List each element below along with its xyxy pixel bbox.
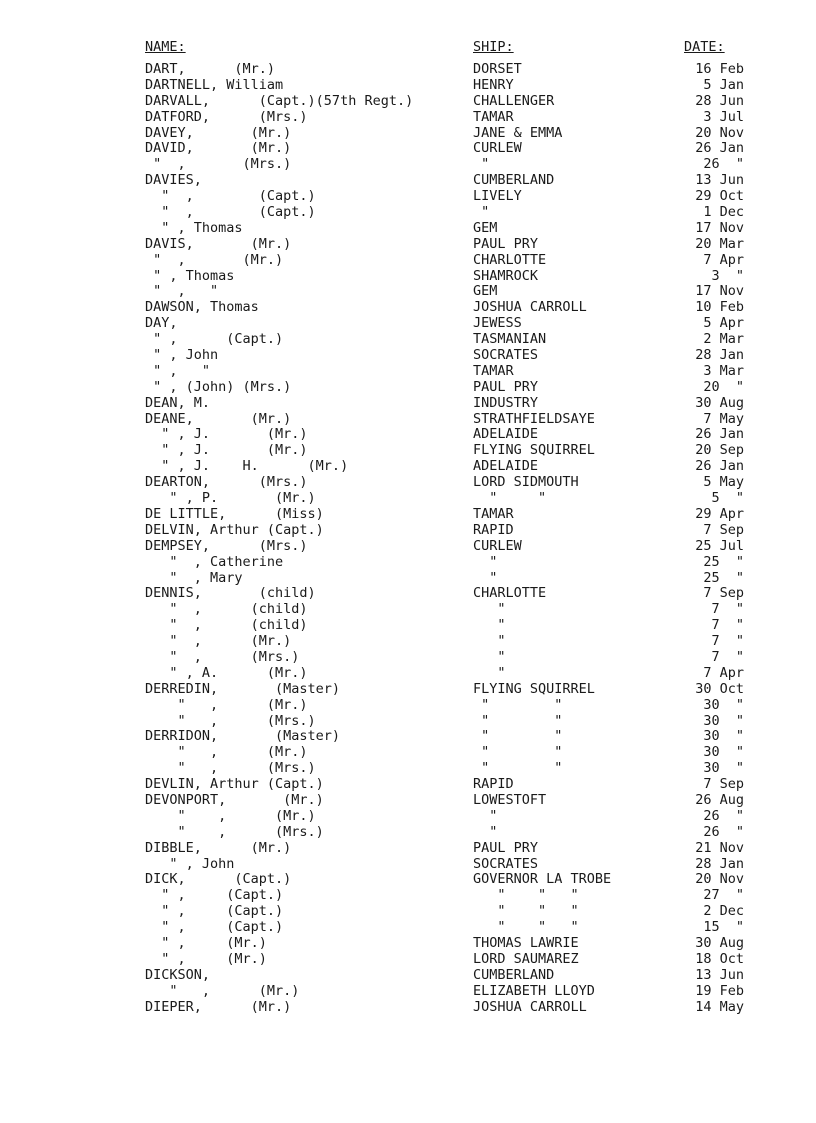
list-item (0, 523, 816, 539)
ship-name: " (473, 156, 490, 173)
ship-name: CURLEW (473, 537, 522, 554)
arrival-date: 26 " (703, 156, 744, 173)
ship-name: ELIZABETH LLOYD (473, 982, 595, 999)
list-item (0, 539, 816, 555)
passenger-name: " , (Capt.) (145, 188, 316, 205)
arrival-date: 25 " (703, 553, 744, 570)
passenger-name: DAY, (145, 315, 178, 332)
ship-name: HENRY (473, 76, 514, 93)
date-column-header: DATE: (684, 39, 725, 55)
passenger-name: " , (Capt.) (145, 887, 284, 904)
list-item (0, 78, 816, 94)
list-item (0, 936, 816, 952)
list-item (0, 491, 816, 507)
arrival-date: 7 " (711, 617, 744, 634)
ship-name: PAUL PRY (473, 378, 539, 395)
passenger-name: DEMPSEY, (Mrs.) (145, 537, 308, 554)
arrival-date: 28 Jun (695, 92, 744, 109)
arrival-date: 29 Oct (695, 188, 744, 205)
arrival-date: 26 Jan (695, 426, 744, 443)
list-item (0, 841, 816, 857)
ship-name: " (473, 664, 506, 681)
arrival-date: 7 Sep (703, 585, 744, 602)
list-item (0, 618, 816, 634)
list-item (0, 300, 816, 316)
passenger-name: " , (Mr.) (145, 950, 267, 967)
list-item (0, 126, 816, 142)
list-item (0, 602, 816, 618)
arrival-date: 20 Mar (695, 235, 744, 252)
passenger-name: " , (Mrs.) (145, 712, 316, 729)
arrival-date: 30 " (703, 744, 744, 761)
passenger-name: DIEPER, (Mr.) (145, 998, 292, 1015)
arrival-date: 30 Oct (695, 680, 744, 697)
passenger-name: " , J. (Mr.) (145, 442, 308, 459)
list-item (0, 173, 816, 189)
list-item (0, 459, 816, 475)
list-item (0, 205, 816, 221)
list-item (0, 729, 816, 745)
ship-name: " " (473, 712, 563, 729)
arrival-date: 2 Dec (703, 903, 744, 920)
list-item (0, 221, 816, 237)
arrival-date: 5 " (711, 490, 744, 507)
ship-name: TASMANIAN (473, 331, 547, 348)
ship-name: RAPID (473, 521, 514, 538)
list-item (0, 269, 816, 285)
ship-name: " " (473, 490, 547, 507)
passenger-name: " , P. (Mr.) (145, 490, 316, 507)
ship-name: " " " (473, 887, 579, 904)
list-item (0, 968, 816, 984)
arrival-date: 13 Jun (695, 172, 744, 189)
list-item (0, 364, 816, 380)
list-item (0, 714, 816, 730)
passenger-name: " , (Mr.) (145, 934, 267, 951)
passenger-name: DEVLIN, Arthur (Capt.) (145, 776, 324, 793)
arrival-date: 10 Feb (695, 299, 744, 316)
arrival-date: 5 Jan (703, 76, 744, 93)
arrival-date: 5 Apr (703, 315, 744, 332)
ship-name: " " " (473, 919, 579, 936)
ship-name: " " (473, 744, 563, 761)
passenger-name: " , (Capt.) (145, 903, 284, 920)
arrival-date: 3 Jul (703, 108, 744, 125)
ship-name: GEM (473, 219, 498, 236)
list-item (0, 332, 816, 348)
list-item (0, 412, 816, 428)
passenger-name: " , (Mr.) (145, 633, 292, 650)
ship-name: " (473, 617, 506, 634)
arrival-date: 17 Nov (695, 283, 744, 300)
arrival-date: 30 " (703, 712, 744, 729)
arrival-date: 7 " (711, 601, 744, 618)
ship-name: CUMBERLAND (473, 172, 555, 189)
ship-name: TAMAR (473, 108, 514, 125)
passenger-name: " , John (145, 347, 219, 364)
column-header-row (0, 38, 816, 56)
passenger-name: " , (Mrs.) (145, 156, 292, 173)
arrival-date: 28 Jan (695, 855, 744, 872)
ship-name: TAMAR (473, 362, 514, 379)
ship-name: LIVELY (473, 188, 522, 205)
passenger-name: DERRIDON, (Master) (145, 728, 341, 745)
ship-name: JOSHUA CARROLL (473, 998, 587, 1015)
list-item (0, 443, 816, 459)
arrival-date: 7 Sep (703, 521, 744, 538)
ship-name: DORSET (473, 61, 522, 77)
list-item (0, 698, 816, 714)
arrival-date: 16 Feb (695, 61, 744, 77)
ship-name: " (473, 569, 498, 586)
list-item (0, 253, 816, 269)
list-item (0, 904, 816, 920)
ship-name: TAMAR (473, 505, 514, 522)
list-item (0, 348, 816, 364)
arrival-date: 3 Mar (703, 362, 744, 379)
list-item (0, 110, 816, 126)
passenger-name: " , (Mrs.) (145, 760, 316, 777)
passenger-name: DENNIS, (child) (145, 585, 316, 602)
arrival-date: 1 Dec (703, 204, 744, 221)
ship-name: " (473, 823, 498, 840)
passenger-name: DARVALL, (Capt.)(57th Regt.) (145, 92, 414, 109)
passenger-name: DE LITTLE, (Miss) (145, 505, 324, 522)
passenger-name: DIBBLE, (Mr.) (145, 839, 292, 856)
ship-name: PAUL PRY (473, 839, 539, 856)
ship-name: " " (473, 728, 563, 745)
list-item (0, 189, 816, 205)
passenger-name: " , (Capt.) (145, 919, 284, 936)
passenger-list (0, 62, 816, 1015)
ship-name: CHALLENGER (473, 92, 555, 109)
ship-name: GOVERNOR LA TROBE (473, 871, 612, 888)
passenger-name: " , John (145, 855, 235, 872)
list-item (0, 793, 816, 809)
arrival-date: 2 Mar (703, 331, 744, 348)
list-item (0, 157, 816, 173)
arrival-date: 30 " (703, 696, 744, 713)
arrival-date: 19 Feb (695, 982, 744, 999)
passenger-name: " , (Mrs.) (145, 648, 300, 665)
passenger-name: " , (child) (145, 617, 308, 634)
arrival-date: 26 Jan (695, 140, 744, 157)
list-item (0, 475, 816, 491)
arrival-date: 7 " (711, 648, 744, 665)
arrival-date: 26 Jan (695, 458, 744, 475)
passenger-name: DAVIS, (Mr.) (145, 235, 292, 252)
arrival-date: 7 Apr (703, 664, 744, 681)
arrival-date: 5 May (703, 474, 744, 491)
passenger-name: " , (Mr.) (145, 696, 308, 713)
ship-name: SOCRATES (473, 855, 539, 872)
list-item (0, 237, 816, 253)
arrival-date: 14 May (695, 998, 744, 1015)
passenger-name: DEAN, M. (145, 394, 211, 411)
arrival-date: 21 Nov (695, 839, 744, 856)
ship-name: LORD SAUMAREZ (473, 950, 579, 967)
passenger-name: " , J. (Mr.) (145, 426, 308, 443)
passenger-name: DERREDIN, (Master) (145, 680, 341, 697)
arrival-date: 7 May (703, 410, 744, 427)
arrival-date: 29 Apr (695, 505, 744, 522)
passenger-name: DARTNELL, William (145, 76, 284, 93)
list-item (0, 141, 816, 157)
ship-column-header: SHIP: (473, 39, 514, 55)
passenger-name: " , (Mrs.) (145, 823, 324, 840)
list-item (0, 857, 816, 873)
list-item (0, 872, 816, 888)
ship-name: FLYING SQUIRREL (473, 442, 595, 459)
ship-name: " (473, 204, 490, 221)
ship-name: SOCRATES (473, 347, 539, 364)
passenger-name: DEVONPORT, (Mr.) (145, 791, 324, 808)
arrival-date: 25 Jul (695, 537, 744, 554)
list-item (0, 888, 816, 904)
passenger-name: " , Thomas (145, 267, 235, 284)
list-item (0, 380, 816, 396)
list-item (0, 555, 816, 571)
ship-name: STRATHFIELDSAYE (473, 410, 595, 427)
list-item (0, 316, 816, 332)
arrival-date: 26 " (703, 807, 744, 824)
list-item (0, 682, 816, 698)
list-item (0, 586, 816, 602)
list-item (0, 745, 816, 761)
list-item (0, 634, 816, 650)
passenger-name: DAVIES, (145, 172, 202, 189)
arrival-date: 7 " (711, 633, 744, 650)
passenger-name: DAWSON, Thomas (145, 299, 259, 316)
list-item (0, 761, 816, 777)
passenger-name: " , " (145, 283, 219, 300)
arrival-date: 26 Aug (695, 791, 744, 808)
ship-name: CHARLOTTE (473, 251, 547, 268)
arrival-date: 7 Sep (703, 776, 744, 793)
arrival-date: 30 Aug (695, 394, 744, 411)
arrival-date: 13 Jun (695, 966, 744, 983)
passenger-name: DAVEY, (Mr.) (145, 124, 292, 141)
list-item (0, 920, 816, 936)
ship-name: ADELAIDE (473, 426, 539, 443)
ship-name: ADELAIDE (473, 458, 539, 475)
passenger-name: " , (Mr.) (145, 251, 284, 268)
ship-name: JEWESS (473, 315, 522, 332)
ship-name: " (473, 648, 506, 665)
ship-name: " " (473, 760, 563, 777)
passenger-name: " , J. H. (Mr.) (145, 458, 349, 475)
ship-name: CURLEW (473, 140, 522, 157)
ship-name: LORD SIDMOUTH (473, 474, 579, 491)
ship-name: PAUL PRY (473, 235, 539, 252)
passenger-name: " , (Mr.) (145, 744, 308, 761)
ship-name: JANE & EMMA (473, 124, 563, 141)
ship-name: THOMAS LAWRIE (473, 934, 579, 951)
list-item (0, 825, 816, 841)
list-item (0, 571, 816, 587)
arrival-date: 26 " (703, 823, 744, 840)
ship-name: GEM (473, 283, 498, 300)
list-item (0, 427, 816, 443)
list-item (0, 984, 816, 1000)
arrival-date: 27 " (703, 887, 744, 904)
passenger-name: DICK, (Capt.) (145, 871, 292, 888)
ship-name: " (473, 633, 506, 650)
ship-name: FLYING SQUIRREL (473, 680, 595, 697)
passenger-name: " , (Capt.) (145, 204, 316, 221)
list-item (0, 809, 816, 825)
list-item (0, 777, 816, 793)
arrival-date: 3 " (711, 267, 744, 284)
arrival-date: 7 Apr (703, 251, 744, 268)
ship-name: " (473, 601, 506, 618)
passenger-name: " , A. (Mr.) (145, 664, 308, 681)
ship-name: CHARLOTTE (473, 585, 547, 602)
ship-name: " " " (473, 903, 579, 920)
passenger-name: " , Thomas (145, 219, 243, 236)
passenger-name: DELVIN, Arthur (Capt.) (145, 521, 324, 538)
ship-name: LOWESTOFT (473, 791, 547, 808)
name-column-header: NAME: (145, 39, 186, 55)
passenger-name: " , Mary (145, 569, 243, 586)
ship-name: RAPID (473, 776, 514, 793)
list-item (0, 650, 816, 666)
arrival-date: 30 Aug (695, 934, 744, 951)
arrival-date: 15 " (703, 919, 744, 936)
passenger-name: DEARTON, (Mrs.) (145, 474, 308, 491)
passenger-name: " , (Mr.) (145, 982, 300, 999)
list-item (0, 396, 816, 412)
arrival-date: 18 Oct (695, 950, 744, 967)
passenger-name: DAVID, (Mr.) (145, 140, 292, 157)
passenger-name: " , (Mr.) (145, 807, 316, 824)
list-item (0, 507, 816, 523)
list-item (0, 666, 816, 682)
list-item (0, 94, 816, 110)
passenger-name: DATFORD, (Mrs.) (145, 108, 308, 125)
passenger-name: " , Catherine (145, 553, 284, 570)
passenger-name: " , (John) (Mrs.) (145, 378, 292, 395)
arrival-date: 20 Nov (695, 871, 744, 888)
ship-name: CUMBERLAND (473, 966, 555, 983)
passenger-name: " , (child) (145, 601, 308, 618)
list-item (0, 952, 816, 968)
passenger-name: DEANE, (Mr.) (145, 410, 292, 427)
passenger-name: " , " (145, 362, 211, 379)
passenger-name: DART, (Mr.) (145, 61, 276, 77)
arrival-date: 20 " (703, 378, 744, 395)
ship-name: " (473, 807, 498, 824)
arrival-date: 17 Nov (695, 219, 744, 236)
list-item (0, 1000, 816, 1016)
list-item (0, 284, 816, 300)
arrival-date: 25 " (703, 569, 744, 586)
arrival-date: 30 " (703, 728, 744, 745)
arrival-date: 30 " (703, 760, 744, 777)
ship-name: " (473, 553, 498, 570)
passenger-name: " , (Capt.) (145, 331, 284, 348)
ship-name: JOSHUA CARROLL (473, 299, 587, 316)
arrival-date: 20 Nov (695, 124, 744, 141)
arrival-date: 20 Sep (695, 442, 744, 459)
list-item (0, 62, 816, 78)
arrival-date: 28 Jan (695, 347, 744, 364)
ship-name: SHAMROCK (473, 267, 539, 284)
ship-name: INDUSTRY (473, 394, 539, 411)
passenger-name: DICKSON, (145, 966, 211, 983)
ship-name: " " (473, 696, 563, 713)
